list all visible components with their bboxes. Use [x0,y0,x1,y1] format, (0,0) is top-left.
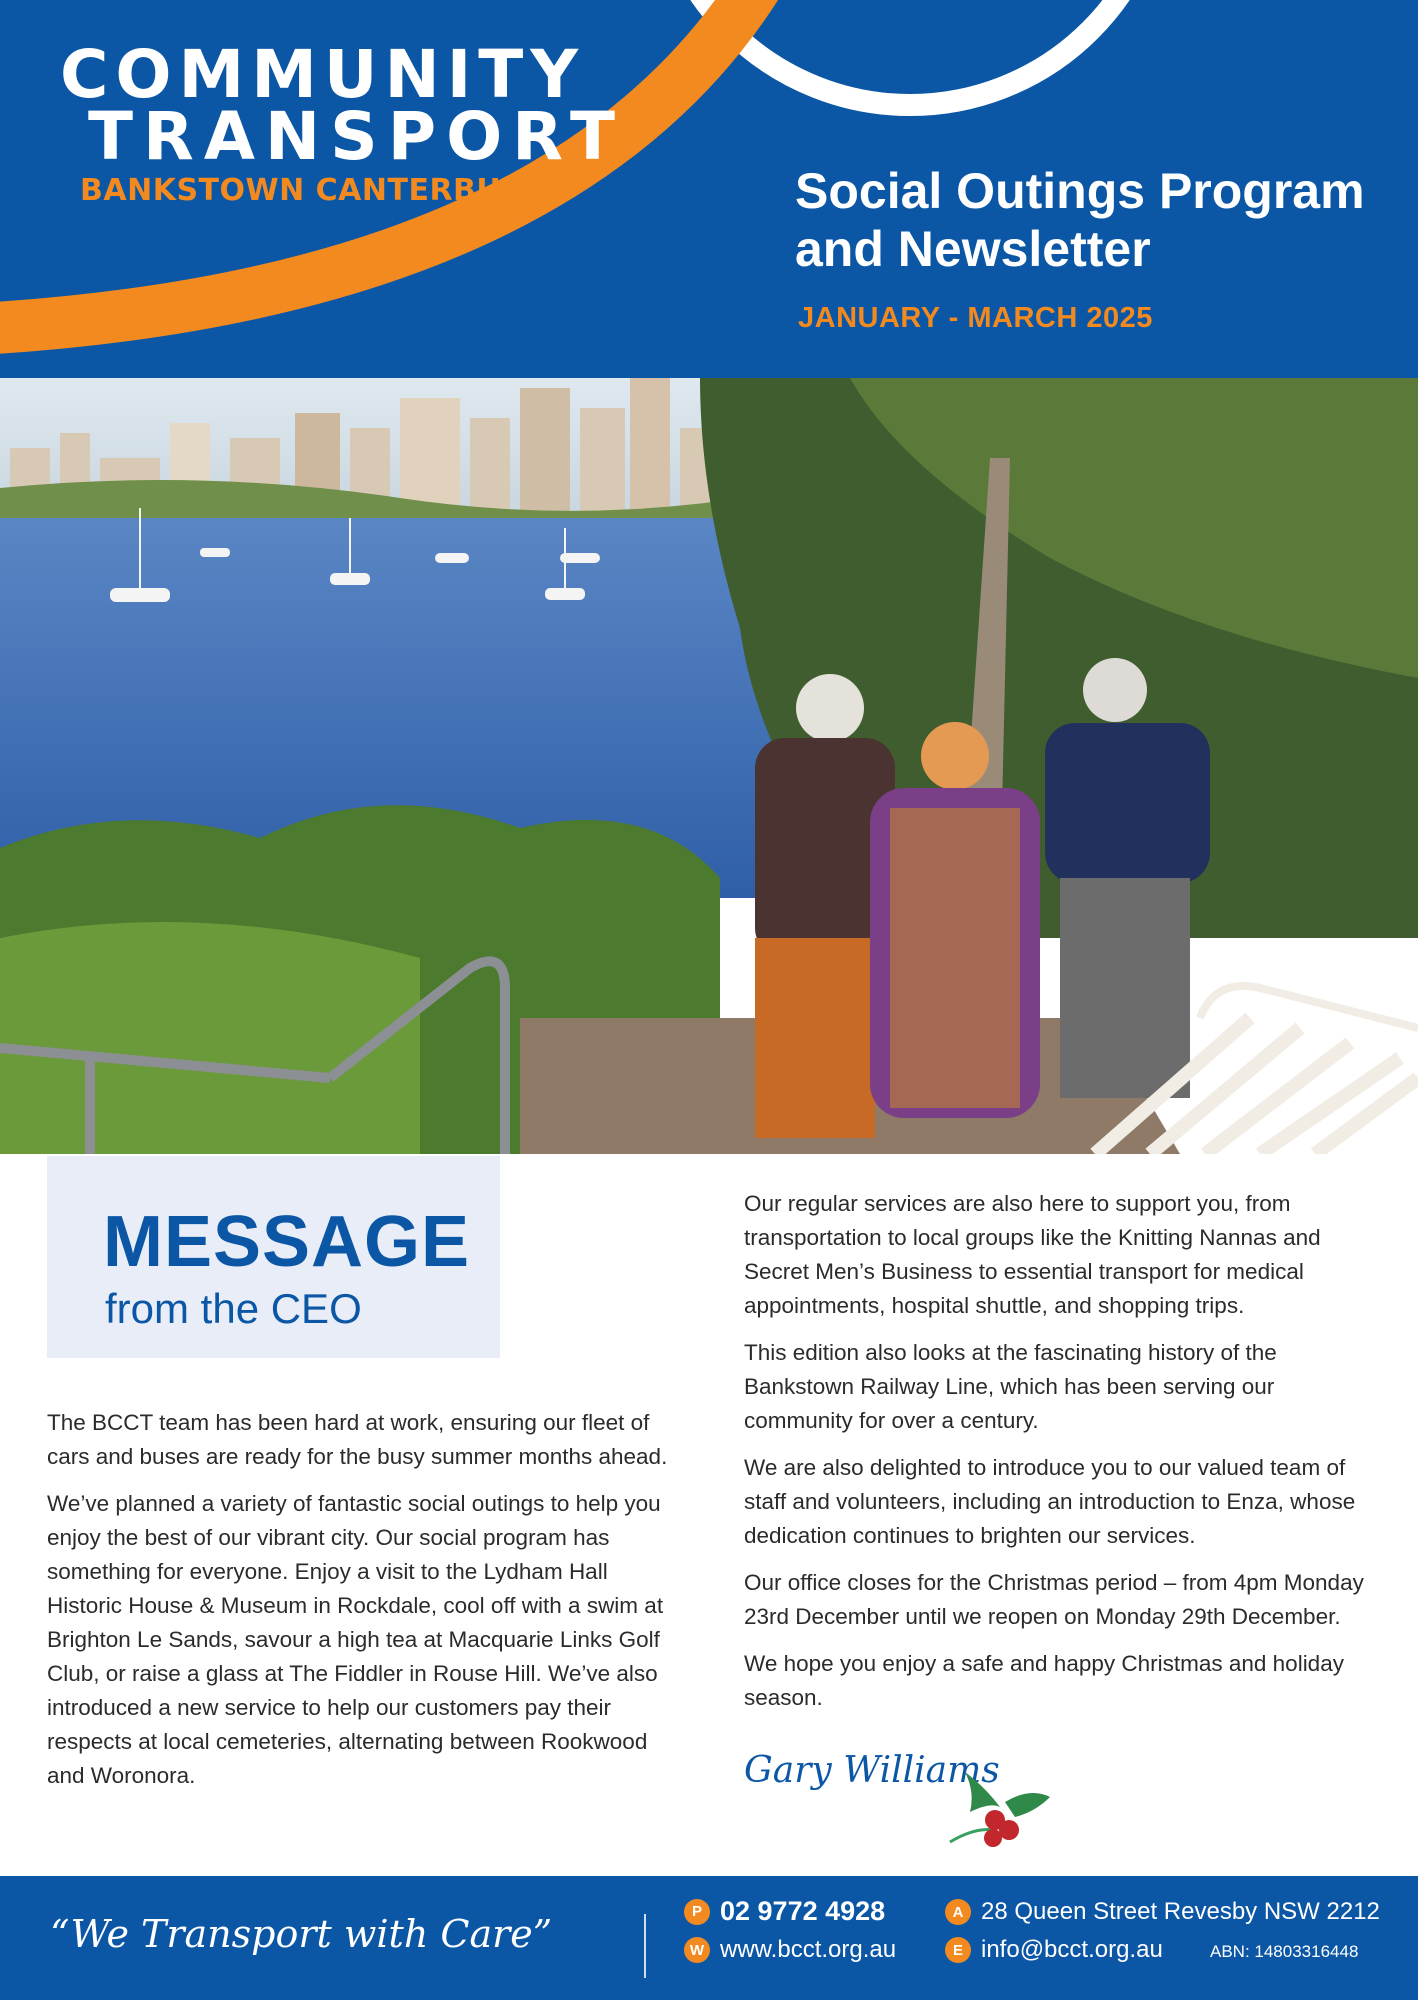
issue-date-range: JANUARY - MARCH 2025 [798,302,1153,334]
document-title-line2: and Newsletter [795,221,1151,277]
ceo-paragraph: The BCCT team has been hard at work, ensuring our fleet of cars and buses are ready for the busy summer months ahead. [47,1410,668,1469]
contact-email[interactable] [945,1936,1163,1964]
logo-line-region: BANKSTOWN CANTERBURY [80,173,546,208]
ceo-paragraph: Our office closes for the Christmas period – from 4pm Monday 23rd December until we reopen on Monday 29th December. [744,1570,1364,1629]
footer-divider [644,1914,646,1978]
document-title [795,162,1395,278]
header-banner [0,0,1418,378]
contact-address-text: 28 Queen Street Revesby NSW 2212 [981,1898,1380,1925]
abn-number: ABN: 14803316448 [1210,1942,1359,1961]
email-icon: E [945,1937,971,1963]
web-icon: W [684,1937,710,1963]
ceo-message-right-column [744,1187,1384,1728]
ceo-signature: Gary Williams [744,1750,1000,1791]
contact-email-text: info@bcct.org.au [981,1936,1163,1963]
logo-line-transport: TRANSPORT [88,98,626,175]
address-icon: A [945,1899,971,1925]
holly-icon [945,1752,1055,1852]
ceo-message-heading: MESSAGE [103,1202,471,1282]
contact-website[interactable] [684,1936,896,1964]
organisation-logo[interactable] [60,36,626,208]
harbour-view-photo [0,378,1418,1154]
footer-bar [0,1876,1418,2000]
ceo-paragraph: This edition also looks at the fascinating history of the Bankstown Railway Line, which has been serving our community for over a century. [744,1340,1277,1433]
contact-phone[interactable] [684,1896,885,1927]
contact-website-text: www.bcct.org.au [720,1936,897,1963]
ceo-paragraph: We hope you enjoy a safe and happy Christmas and holiday season. [744,1651,1344,1710]
harbour-photo-illustration [0,378,1418,1154]
document-title-line1: Social Outings Program [795,163,1365,219]
ceo-paragraph: Our regular services are also here to support you, from transportation to local groups like the Knitting Nannas and Secret Men’s Business to essential transport for medical appointments, hospital shuttle, and shopping trips. [744,1191,1321,1318]
logo-line-community: COMMUNITY [60,36,586,113]
ceo-message-left-column [47,1406,679,1806]
phone-icon: P [684,1899,710,1925]
ceo-message-subheading: from the CEO [105,1285,362,1332]
contact-address [945,1898,1380,1926]
footer-tagline: “We Transport with Care” [50,1912,553,1956]
contact-phone-text: 02 9772 4928 [720,1896,886,1926]
ceo-paragraph: We’ve planned a variety of fantastic social outings to help you enjoy the best of our vibrant city. Our social program has something for everyone. Enjoy a visit to the Lydham Hall Historic House & Museum in Rockdale, cool off with a swim at Brighton Le Sands, savour a high tea at Macquarie Links Golf Club, or raise a glass at The Fiddler in Rouse Hill. We’ve also introduced a new service to help our customers pay their respects at local cemeteries, alternating between Rookwood and Woronora. [47,1491,664,1788]
ceo-message-heading-box [47,1156,500,1358]
ceo-paragraph: We are also delighted to introduce you to our valued team of staff and volunteers, including an introduction to Enza, whose dedication continues to brighten our services. [744,1455,1356,1548]
